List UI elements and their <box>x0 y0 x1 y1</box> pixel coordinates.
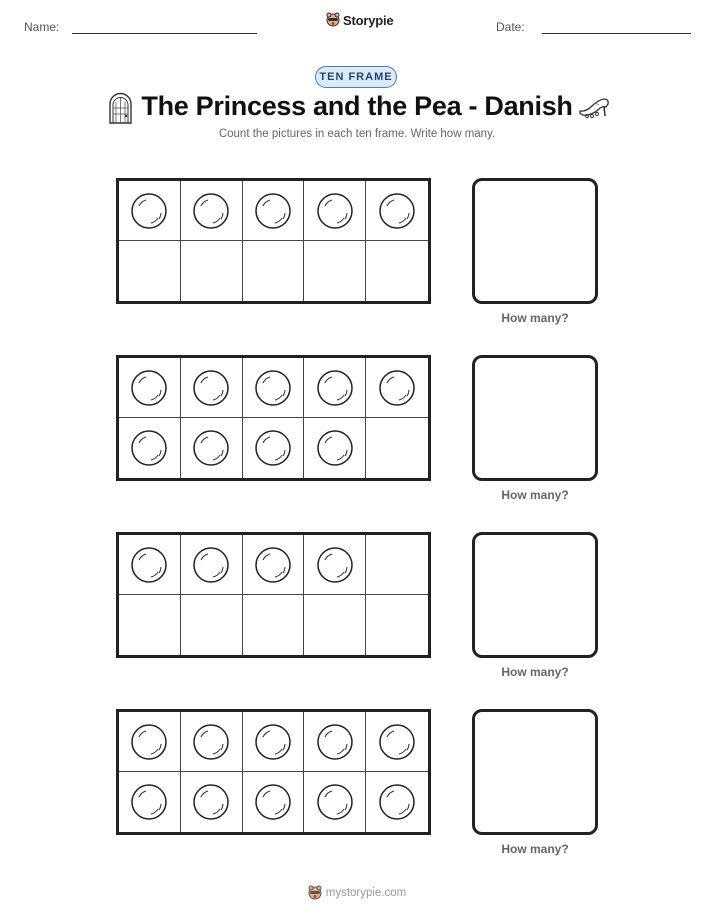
pea-icon <box>192 546 230 584</box>
pea-icon <box>254 429 292 467</box>
ten-frame-cell <box>119 595 181 655</box>
ten-frame <box>116 178 431 304</box>
how-many-label: How many? <box>501 842 569 856</box>
ten-frame-cell <box>304 181 366 241</box>
name-label: Name: <box>24 20 60 34</box>
ten-frame-cell <box>243 241 305 301</box>
ten-frame-cell <box>181 712 243 772</box>
pea-icon <box>316 369 354 407</box>
ten-frame-cell <box>366 595 428 655</box>
answer-box[interactable] <box>472 709 598 835</box>
date-label: Date: <box>496 20 525 34</box>
ten-frame-cell <box>119 772 181 832</box>
pea-icon <box>254 783 292 821</box>
answer-box[interactable] <box>472 178 598 304</box>
pea-icon <box>192 723 230 761</box>
pea-icon <box>192 783 230 821</box>
ten-frame-cell <box>243 181 305 241</box>
glass-slipper-icon <box>578 94 610 122</box>
how-many-label: How many? <box>501 311 569 325</box>
pea-icon <box>316 546 354 584</box>
ten-frame-cell <box>243 535 305 595</box>
ten-frame-cell <box>366 418 428 478</box>
pea-icon <box>316 723 354 761</box>
pea-icon <box>254 723 292 761</box>
ten-frame-cell <box>304 241 366 301</box>
ten-frame-cell <box>304 535 366 595</box>
footer <box>0 885 714 901</box>
ten-frame-cell <box>304 772 366 832</box>
ten-frame-cell <box>243 712 305 772</box>
pea-icon <box>130 192 168 230</box>
ten-frame-cell <box>243 418 305 478</box>
pea-icon <box>378 723 416 761</box>
ten-frame-cell <box>181 358 243 418</box>
ten-frame-cell <box>119 181 181 241</box>
ten-frame-cell <box>181 595 243 655</box>
pea-icon <box>192 429 230 467</box>
ten-frame-cell <box>366 772 428 832</box>
pea-icon <box>316 192 354 230</box>
ten-frame <box>116 532 431 658</box>
ten-frame-cell <box>366 241 428 301</box>
pea-icon <box>316 783 354 821</box>
ten-frame-cell <box>119 358 181 418</box>
how-many-label: How many? <box>501 488 569 502</box>
ten-frame <box>116 355 431 481</box>
ten-frame-cell <box>181 418 243 478</box>
pea-icon <box>192 369 230 407</box>
pea-icon <box>254 546 292 584</box>
ten-frame-cell <box>366 535 428 595</box>
ten-frame-cell <box>366 181 428 241</box>
date-field[interactable] <box>542 33 691 34</box>
brand-name: Storypie <box>343 12 394 28</box>
pea-icon <box>378 783 416 821</box>
ten-frame-cell <box>304 595 366 655</box>
ten-frame-cell <box>181 535 243 595</box>
category-badge: TEN FRAME <box>315 66 397 88</box>
ten-frame <box>116 709 431 835</box>
answer-box[interactable] <box>472 532 598 658</box>
page-title: The Princess and the Pea - Danish <box>141 91 573 121</box>
pea-icon <box>192 192 230 230</box>
answer-box[interactable] <box>472 355 598 481</box>
ten-frame-cell <box>304 418 366 478</box>
pea-icon <box>254 369 292 407</box>
ten-frame-cell <box>119 241 181 301</box>
pea-icon <box>130 546 168 584</box>
ten-frame-cell <box>119 418 181 478</box>
ten-frame-cell <box>181 181 243 241</box>
ten-frame-cell <box>181 772 243 832</box>
ten-frame-cell <box>366 712 428 772</box>
pea-icon <box>130 783 168 821</box>
ten-frame-cell <box>304 358 366 418</box>
ten-frame-cell <box>243 772 305 832</box>
ten-frame-cell <box>243 595 305 655</box>
pea-icon <box>130 429 168 467</box>
ten-frame-cell <box>304 712 366 772</box>
pea-icon <box>378 192 416 230</box>
ten-frame-cell <box>119 535 181 595</box>
brand-logo <box>326 12 393 28</box>
ten-frame-cell <box>119 712 181 772</box>
pea-icon <box>254 192 292 230</box>
pea-icon <box>316 429 354 467</box>
pea-icon <box>130 723 168 761</box>
instructions: Count the pictures in each ten frame. Write how many. <box>218 128 496 140</box>
ten-frame-cell <box>243 358 305 418</box>
name-field[interactable] <box>72 33 257 34</box>
how-many-label: How many? <box>501 665 569 679</box>
storypie-mascot-icon <box>308 885 322 901</box>
footer-url: mystorypie.com <box>325 887 407 899</box>
pea-icon <box>378 369 416 407</box>
ten-frame-cell <box>181 241 243 301</box>
storypie-mascot-icon <box>326 12 340 28</box>
ten-frame-cell <box>366 358 428 418</box>
pea-icon <box>130 369 168 407</box>
